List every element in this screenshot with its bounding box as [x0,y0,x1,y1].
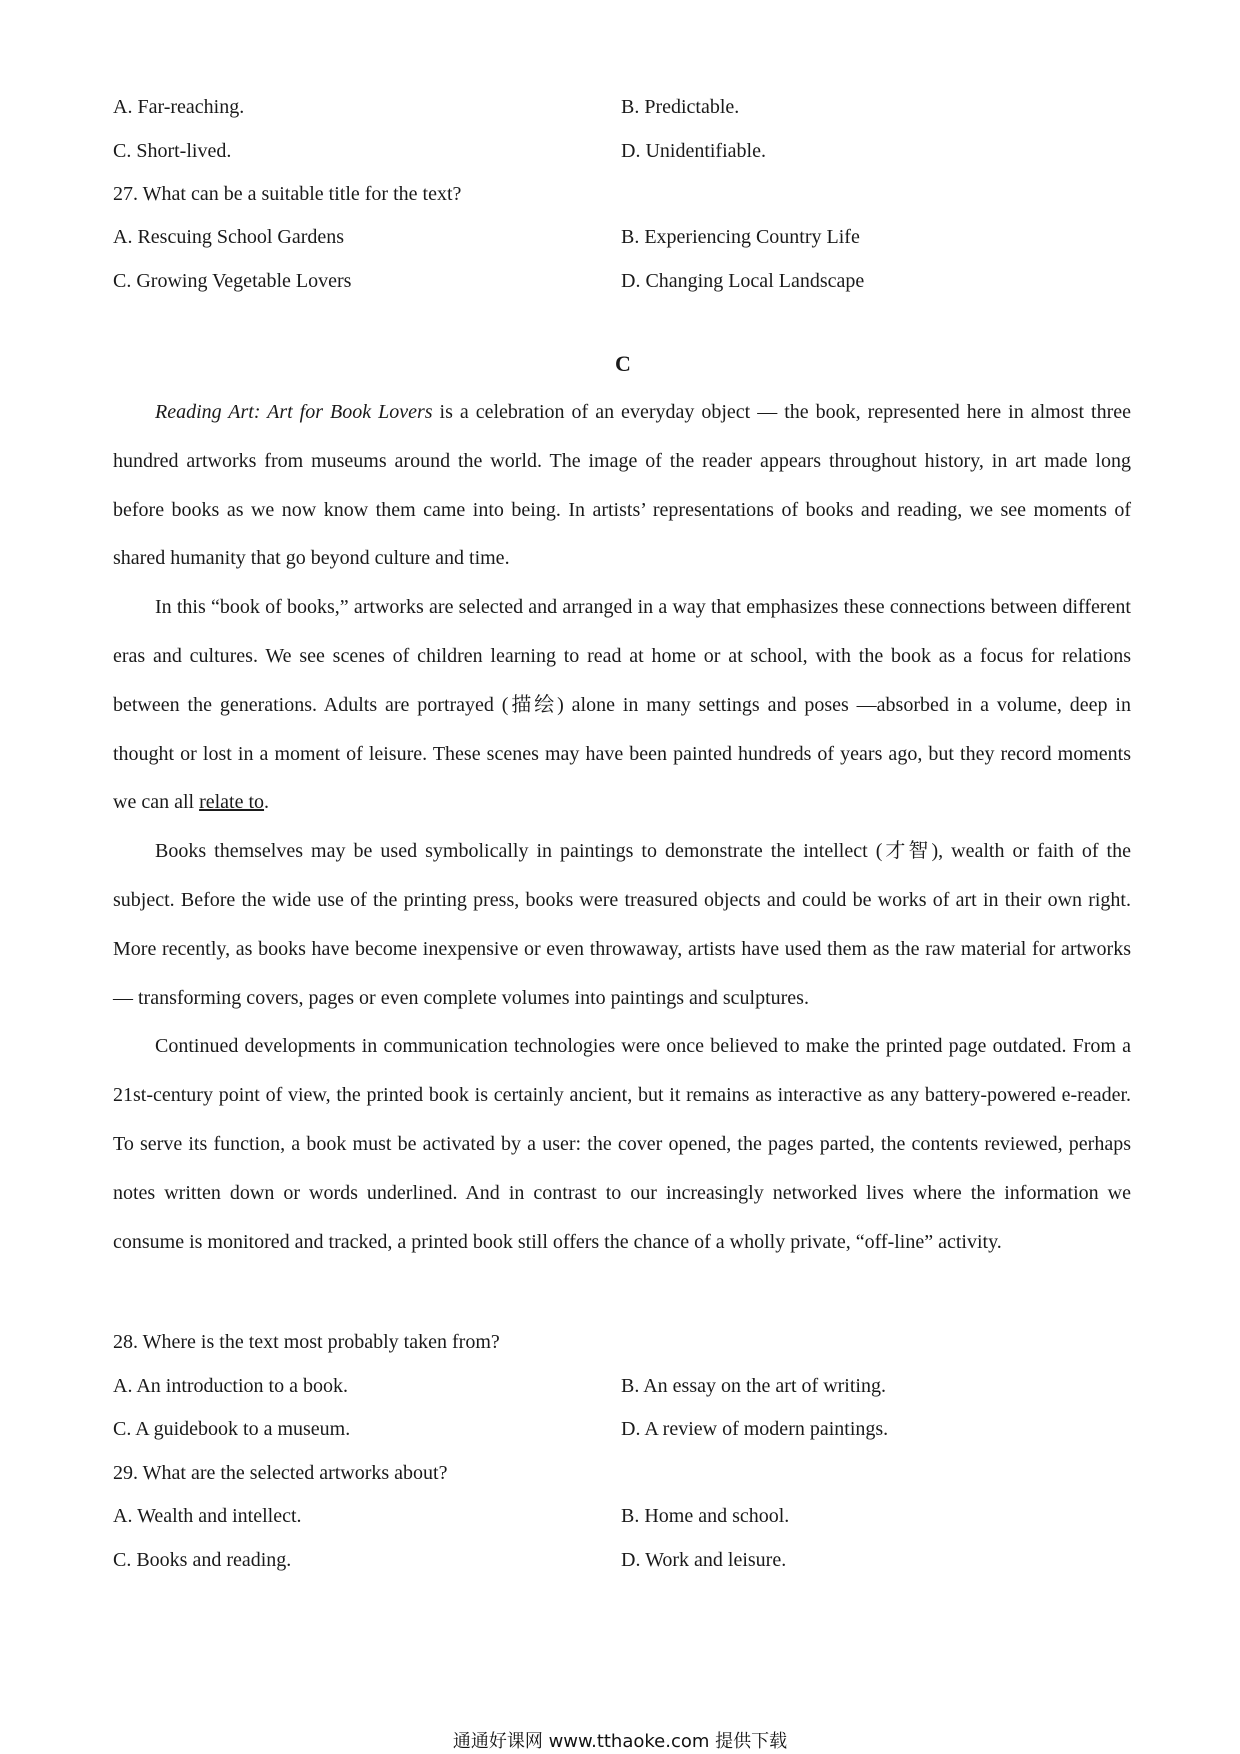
section-heading: C [615,351,631,376]
q28-option-c: C. A guidebook to a museum. [113,1418,351,1440]
q27-options-row-1 [113,222,1133,252]
passage-paragraph-4: Continued developments in communication technologies were once believed to make the printed page outdated. From a 21st-century point of view, the printed book is certainly ancient, but it remains as interactive as any battery-powered e-reader. To serve its function, a book must be activated by a user: the cover opened, the pages parted, the contents reviewed, perhaps notes written down or words underlined. And in contrast to our increasingly networked lives where the information we consume is monitored and tracked, a printed book still offers the chance of a wholly private, “off-line” activity. [113,1035,1131,1253]
q26-option-c: C. Short-lived. [113,140,232,162]
q26-options-row-1 [113,92,1133,122]
q28-option-b: B. An essay on the art of writing. [621,1375,886,1397]
q27-option-c: C. Growing Vegetable Lovers [113,270,352,292]
q28-option-a: A. An introduction to a book. [113,1375,348,1397]
underlined-phrase: relate to [199,791,265,814]
q27-stem: 27. What can be a suitable title for the text? [113,183,462,205]
q29-option-d: D. Work and leisure. [621,1549,787,1571]
q26-option-a: A. Far-reaching. [113,96,245,118]
book-title: Reading Art: Art for Book Lovers [155,401,433,423]
passage-paragraph-1-text: is a celebration of an everyday object — the book, represented here in almost three hundred artworks from museums around the world. The image of the reader appears throughout history, in art made long before books as we now know them came into being. In artists’ representations of books and reading, we see moments of shared humanity that go beyond culture and time. [113,401,1132,570]
page-footer: 通通好课网 www.tthaoke.com 提供下载 [452,1731,788,1752]
q29-options-row-1 [113,1501,1133,1531]
q28-option-d: D. A review of modern paintings. [621,1418,889,1440]
passage-paragraph-2-end: . [264,791,270,814]
passage-paragraph-2-text: In this “book of books,” artworks are selected and arranged in a way that emphasizes these connections between different eras and cultures. We see scenes of children learning to read at home or at school, with the book as a focus for relations between the generations. Adults are portrayed (描绘) alone in many settings and poses —absorbed in a volume, deep in thought or lost in a moment of leisure. These scenes may have been painted hundreds of years ago, but they record moments we can all [113,596,1131,814]
q27-option-a: A. Rescuing School Gardens [113,226,345,248]
passage-paragraph-2 [113,583,1131,827]
q26-options-row-2 [113,136,1133,166]
q27-options-row-2 [113,266,1133,296]
passage-paragraph-3: Books themselves may be used symbolically in paintings to demonstrate the intellect (才智), wealth or faith of the subject. Before the wide use of the printing press, books were treasured objects and could be works of art in their own right. More recently, as books have become inexpensive or even throwaway, artists have used them as the raw material for artworks — transforming covers, pages or even complete volumes into paintings and sculptures. [113,840,1131,1009]
reading-passage [113,388,1131,1266]
passage-paragraph-1 [113,388,1131,583]
q29-option-c: C. Books and reading. [113,1549,292,1571]
q28-options-row-2 [113,1414,1133,1444]
q26-option-d: D. Unidentifiable. [621,140,766,162]
q29-stem: 29. What are the selected artworks about? [113,1462,448,1484]
q29-option-a: A. Wealth and intellect. [113,1505,302,1527]
q28-stem: 28. Where is the text most probably taken from? [113,1331,500,1353]
q27-option-d: D. Changing Local Landscape [621,270,865,292]
q28-options-row-1 [113,1371,1133,1401]
q29-options-row-2 [113,1545,1133,1575]
q27-option-b: B. Experiencing Country Life [621,226,860,248]
q26-option-b: B. Predictable. [621,96,740,118]
q29-option-b: B. Home and school. [621,1505,790,1527]
